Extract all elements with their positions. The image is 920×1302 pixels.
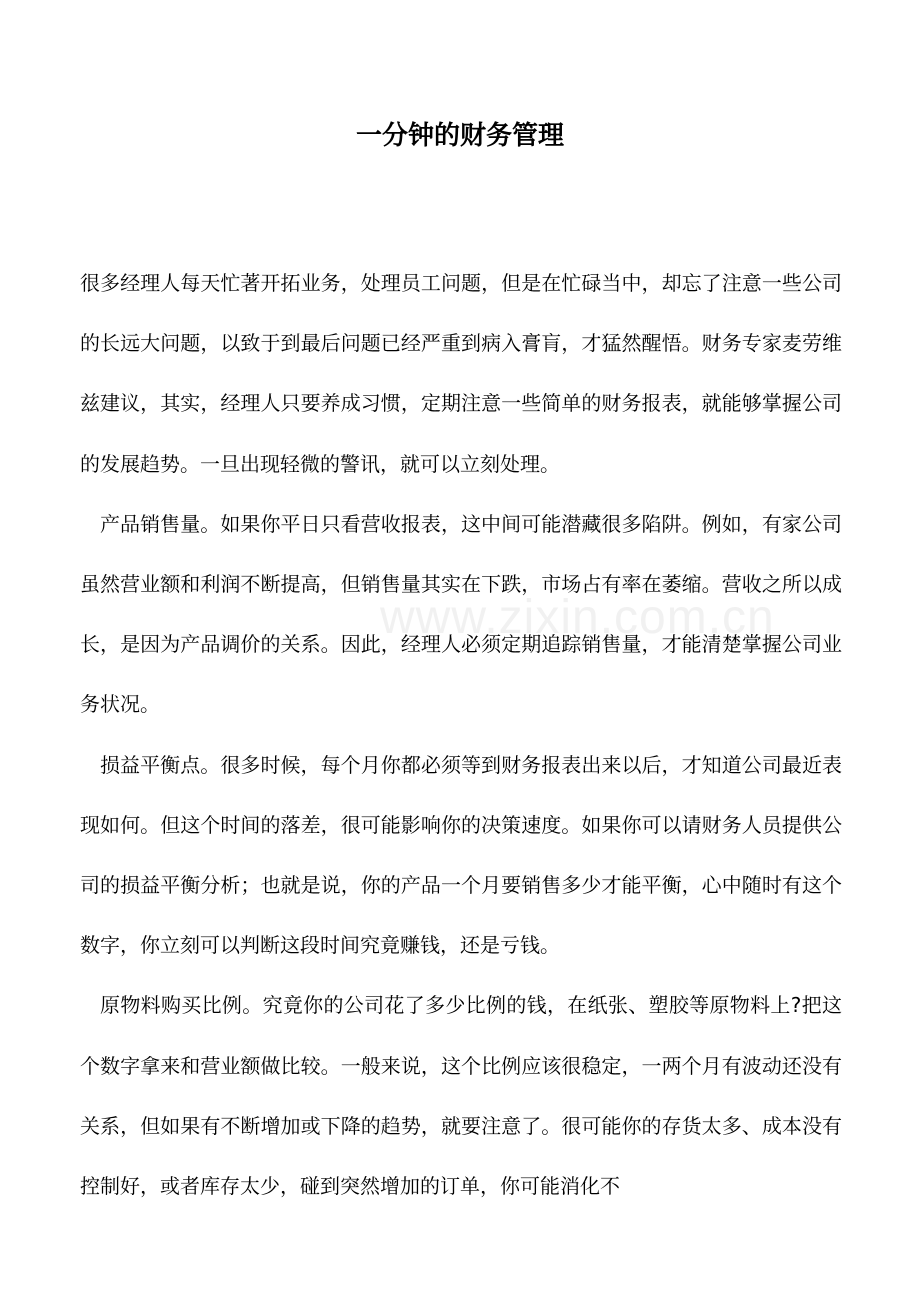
- paragraph-sales-volume: 产品销售量。如果你平日只看营收报表，这中间可能潜藏很多陷阱。例如，有家公司虽然营业额和利润不断提高，但销售量其实在下跌，市场占有率在萎缩。营收之所以成长，是因为产品调价的关系。因此，经理人必须定期追踪销售量，才能清楚掌握公司业务状况。: [80, 511, 842, 717]
- paragraph-intro: 很多经理人每天忙著开拓业务，处理员工问题，但是在忙碌当中，却忘了注意一些公司的长远大问题，以致于到最后问题已经严重到病入膏肓，才猛然醒悟。财务专家麦劳维兹建议，其实，经理人只要养成习惯，定期注意一些简单的财务报表，就能够掌握公司的发展趋势。一旦出现轻微的警讯，就可以立刻处理。: [80, 271, 842, 476]
- page-title: 一分钟的财务管理: [355, 121, 564, 151]
- document-body: [80, 253, 842, 1216]
- watermark: www.zixin.com.cn: [380, 591, 775, 644]
- paragraph-raw-materials: 原物料购买比例。究竟你的公司花了多少比例的钱，在纸张、塑胶等原物料上?把这个数字拿来和营业额做比较。一般来说，这个比例应该很稳定，一两个月有波动还没有关系，但如果有不断增加或下降的趋势，就要注意了。很可能你的存货太多、成本没有控制好，或者库存太少，碰到突然增加的订单，你可能消化不: [80, 993, 842, 1199]
- paragraph-break-even: 损益平衡点。很多时候，每个月你都必须等到财务报表出来以后，才知道公司最近表现如何。但这个时间的落差，很可能影响你的决策速度。如果你可以请财务人员提供公司的损益平衡分析；也就是说，你的产品一个月要销售多少才能平衡，心中随时有这个数字，你立刻可以判断这段时间究竟赚钱，还是亏钱。: [80, 752, 842, 958]
